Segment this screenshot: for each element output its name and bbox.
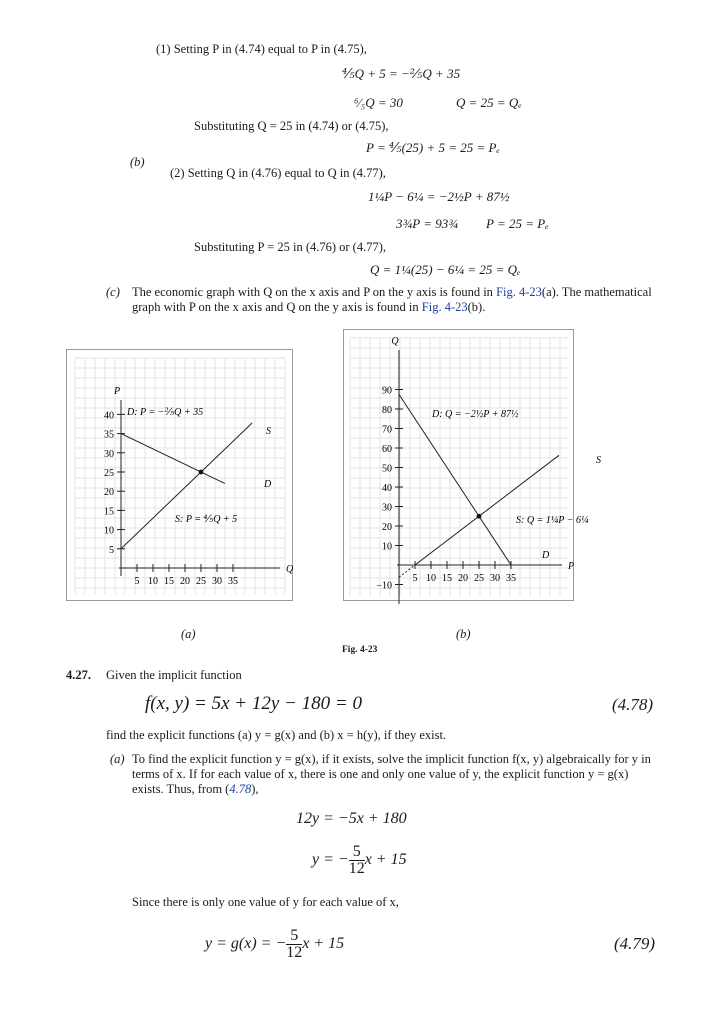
part-c-text-3: (b). — [467, 300, 486, 314]
y-tick-label: 20 — [382, 522, 392, 533]
step2-substitution: Substituting P = 25 in (4.76) or (4.77), — [194, 240, 387, 254]
x-tick-label: 15 — [164, 576, 174, 587]
y-tick-label: 40 — [382, 483, 392, 494]
step1-equation-2b: Q = 25 = Qₑ — [456, 95, 522, 110]
y-tick-label: 35 — [104, 429, 114, 441]
demand-equation-label: D: Q = −2½P + 87½ — [432, 409, 519, 420]
supply-equation-label: S: P = ⅘Q + 5 — [175, 514, 238, 525]
step2-intro: (2) Setting Q in (4.76) equal to Q in (4.77), — [170, 166, 386, 180]
explicit-step-1: 12y = −5x + 180 — [296, 810, 407, 827]
x-tick-label: 15 — [442, 573, 452, 584]
y-tick-label: 15 — [104, 506, 114, 518]
x-tick-label: 20 — [180, 576, 190, 587]
y-axis-label: Q — [391, 336, 399, 347]
y-tick-label: 40 — [104, 410, 114, 422]
part-a-text: To find the explicit function y = g(x), if it exists, solve the implicit function f(x, y) algebraically for y in terms of x. If for each value of x, there is one and only one value of y, the explicit function y = g(x) exists. Thus, from ( — [132, 752, 651, 796]
step2-equation-2a: 3¾P = 93¾ — [396, 216, 458, 231]
y-tick-label: 30 — [104, 448, 114, 460]
equation-number-479: (4.79) — [614, 934, 656, 953]
part-c-paragraph — [132, 285, 652, 315]
part-a-label: (a) — [110, 752, 125, 766]
final-fraction-numerator: 5 — [286, 928, 302, 945]
chart-a-svg — [67, 350, 292, 600]
equation-number-478: (4.78) — [612, 695, 654, 714]
final-right: x + 15 — [302, 935, 345, 953]
implicit-function-equation: f(x, y) = 5x + 12y − 180 = 0 — [145, 693, 362, 714]
part-c-label: (c) — [106, 285, 120, 299]
fraction-numerator: 5 — [349, 844, 365, 861]
explicit-function-final — [205, 928, 344, 961]
explicit-step-2-left: y = − — [312, 851, 349, 869]
demand-line — [121, 434, 225, 484]
y-tick-label: −10 — [376, 580, 392, 592]
problem-number: 4.27. — [66, 668, 91, 682]
y-axis-label: P — [113, 386, 121, 397]
step2-equation-1: 1¼P − 6¼ = −2½P + 87½ — [368, 189, 510, 204]
x-tick-label: 5 — [134, 576, 140, 587]
part-c-text-1: The economic graph with Q on the x axis and P on the y axis is found in — [132, 285, 497, 299]
explicit-step-2-right: x + 15 — [364, 851, 407, 869]
y-tick-label: 10 — [104, 525, 114, 537]
step1-equation-1: ⅘Q + 5 = −⅖Q + 35 — [342, 66, 461, 81]
part-b-label: (b) — [130, 155, 145, 169]
y-tick-label: 60 — [382, 444, 392, 455]
step2-equation-2b: P = 25 = Pₑ — [486, 216, 549, 231]
supply-line — [121, 423, 252, 549]
y-tick-label: 10 — [382, 541, 392, 553]
part-a-tail: ), — [251, 782, 259, 796]
figure-panel-a — [66, 349, 293, 601]
equilibrium-point — [477, 514, 482, 519]
y-tick-label: 80 — [382, 405, 392, 416]
supply-end-label: S — [596, 455, 601, 466]
step1-equation-2a: ⁶⁄₅Q = 30 — [354, 95, 403, 110]
part-c-text-2: (a). The mathematical graph with P on the x axis and Q on the y axis is found in — [132, 285, 652, 314]
panel-b-label: (b) — [456, 627, 471, 641]
supply-end-label: S — [266, 426, 271, 437]
step1-substitution: Substituting Q = 25 in (4.74) or (4.75), — [194, 119, 389, 133]
x-tick-label: 35 — [228, 576, 238, 587]
supply-equation-label: S: Q = 1¼P − 6¼ — [516, 515, 589, 526]
figure-caption: Fig. 4-23 — [342, 645, 378, 655]
y-tick-label: 25 — [104, 468, 114, 479]
fig-link-b[interactable]: Fig. 4-23 — [421, 300, 468, 314]
y-tick-label: 30 — [382, 502, 392, 514]
x-tick-label: 10 — [426, 573, 436, 584]
x-tick-label: 10 — [148, 576, 158, 587]
final-fraction — [286, 928, 302, 961]
figure-panel-b — [343, 329, 601, 601]
final-left: y = g(x) = − — [205, 935, 287, 953]
problem-find-text: find the explicit functions (a) y = g(x) and (b) x = h(y), if they exist. — [106, 728, 447, 742]
equation-link-478[interactable]: 4.78 — [229, 782, 252, 796]
chart-b-svg — [344, 330, 601, 600]
x-tick-label: 35 — [506, 573, 516, 584]
demand-end-label: D — [264, 479, 272, 490]
y-tick-label: 20 — [104, 487, 114, 499]
equilibrium-point — [199, 470, 204, 475]
demand-end-label: D — [542, 550, 550, 561]
y-tick-label: 70 — [382, 424, 392, 436]
y-tick-label: 90 — [382, 385, 392, 397]
since-text: Since there is only one value of y for each value of x, — [132, 895, 399, 909]
problem-intro: Given the implicit function — [106, 668, 242, 682]
x-tick-label: 30 — [212, 576, 222, 587]
step1-intro: (1) Setting P in (4.74) equal to P in (4.75), — [156, 42, 367, 56]
x-axis-label: P — [568, 561, 575, 572]
part-a-paragraph — [132, 752, 660, 797]
fraction-denominator: 12 — [348, 860, 365, 877]
x-tick-label: 25 — [196, 576, 206, 587]
demand-equation-label: D: P = −⅖Q + 35 — [127, 407, 204, 418]
explicit-step-2 — [312, 844, 407, 877]
x-axis-label: Q — [286, 564, 294, 575]
x-tick-label: 5 — [412, 573, 418, 584]
x-tick-label: 25 — [474, 573, 484, 584]
y-tick-label: 50 — [382, 463, 392, 475]
y-tick-label: 5 — [109, 544, 114, 556]
step2-equation-3: Q = 1¼(25) − 6¼ = 25 = Qₑ — [370, 262, 521, 277]
step1-equation-3: P = ⅘(25) + 5 = 25 = Pₑ — [366, 140, 500, 155]
x-tick-label: 30 — [490, 573, 500, 584]
final-fraction-denominator: 12 — [286, 944, 303, 961]
fraction-5-12 — [349, 844, 365, 877]
supply-line — [415, 455, 559, 565]
panel-a-label: (a) — [181, 627, 196, 641]
fig-link-a[interactable]: Fig. 4-23 — [496, 285, 542, 299]
x-tick-label: 20 — [458, 573, 468, 584]
